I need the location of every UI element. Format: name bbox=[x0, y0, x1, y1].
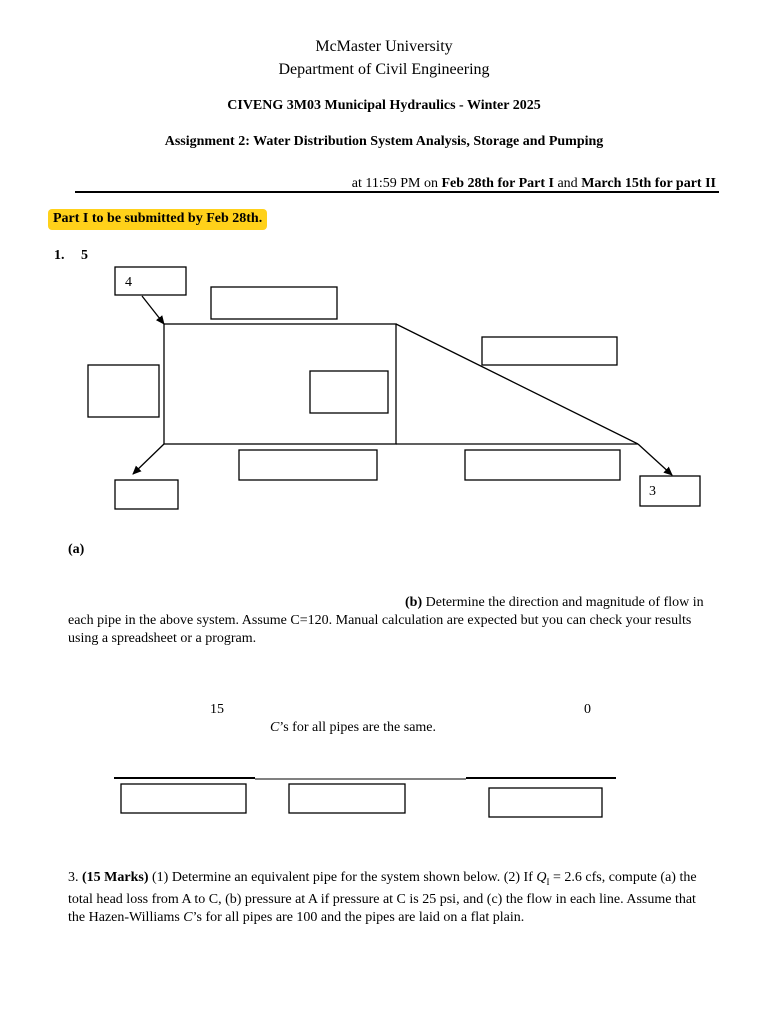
q2-value-right: 0 bbox=[584, 702, 591, 717]
q2-box-right bbox=[489, 788, 602, 817]
label-box-left-pipe bbox=[88, 365, 159, 417]
q3-q-subscript: I bbox=[546, 876, 550, 887]
question1-part-b bbox=[68, 594, 708, 648]
question3-text bbox=[68, 869, 708, 927]
q2-value-left: 15 bbox=[210, 702, 224, 717]
course-title: CIVENG 3M03 Municipal Hydraulics - Winter 2025 bbox=[227, 98, 541, 113]
submission-highlight: Part I to be submitted by Feb 28th. bbox=[48, 209, 267, 230]
inflow-label: 4 bbox=[125, 275, 132, 290]
part-b-text: Determine the direction and magnitude of flow in each pipe in the above system. Assume C=120. Manual calculation are expected but you can check your results using a spreadsheet or a program. bbox=[68, 595, 704, 646]
due-part1: Feb 28th for Part I bbox=[441, 176, 554, 191]
q2-c-note bbox=[270, 720, 436, 736]
q3-text-1: (1) Determine an equivalent pipe for the system shown below. (2) If bbox=[148, 870, 537, 885]
question1-value: 5 bbox=[81, 248, 88, 263]
label-box-middle-pipe bbox=[310, 371, 388, 413]
outflow-left-arrow bbox=[133, 444, 164, 474]
part-b-label: (b) bbox=[405, 595, 423, 610]
due-part2: March 15th for part II bbox=[581, 176, 716, 191]
due-and: and bbox=[553, 176, 582, 191]
outflow-right-label: 3 bbox=[649, 484, 656, 499]
pipe-diagonal bbox=[396, 324, 638, 444]
q3-q-symbol: Q bbox=[536, 870, 547, 885]
label-box-bottom-left-pipe bbox=[239, 450, 377, 480]
label-box-diagonal-pipe bbox=[482, 337, 617, 365]
assignment-title: Assignment 2: Water Distribution System Analysis, Storage and Pumping bbox=[164, 134, 604, 149]
c-note-text: ’s for all pipes are the same. bbox=[279, 720, 437, 735]
due-prefix: at 11:59 PM on bbox=[351, 176, 442, 191]
q3-text-3: ’s for all pipes are 100 and the pipes are laid on a flat plain. bbox=[192, 909, 525, 925]
label-box-bottom-right-pipe bbox=[465, 450, 620, 480]
q3-marks: (15 Marks) bbox=[82, 870, 149, 885]
question1-part-a: (a) bbox=[68, 542, 85, 557]
q3-c-symbol: C bbox=[183, 909, 193, 925]
outflow-right-arrow bbox=[638, 444, 672, 475]
q2-box-left bbox=[121, 784, 246, 813]
university-name: McMaster University bbox=[315, 38, 453, 55]
q2-box-middle bbox=[289, 784, 405, 813]
network-loop-left bbox=[164, 324, 396, 444]
department-name: Department of Civil Engineering bbox=[278, 61, 490, 78]
q3-text-2: = 2.6 cfs, compute (a) the total head loss from A to C, (b) pressure at A if pressure at C is 25 psi, and (c) the flow in each line. Assume that the Hazen-Williams bbox=[68, 870, 697, 925]
c-symbol: C bbox=[270, 720, 280, 735]
inflow-arrow bbox=[142, 296, 164, 324]
label-box-top-pipe bbox=[211, 287, 337, 319]
label-box-outflow-left bbox=[115, 480, 178, 509]
q3-number: 3. bbox=[68, 870, 82, 885]
question1-number: 1. bbox=[54, 248, 65, 263]
